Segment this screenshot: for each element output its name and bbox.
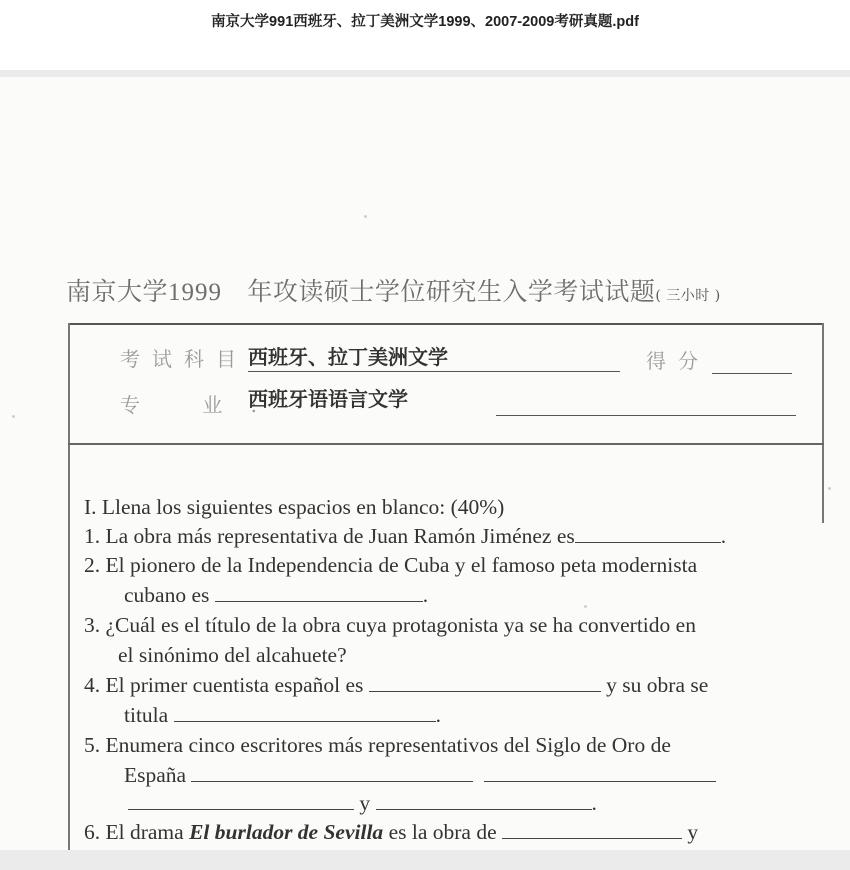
form-divider [68, 443, 824, 445]
document-title: 南京大学991西班牙、拉丁美洲文学1999、2007-2009考研真题.pdf [211, 14, 639, 30]
question-1-text: 1. La obra más representativa de Juan Ramón Jiménez es [84, 524, 575, 548]
question-5-text: España [124, 763, 187, 787]
exam-year: 1999 [168, 279, 223, 306]
exam-duration: ( 三小时 ) [655, 288, 721, 304]
form-border-right [822, 323, 824, 523]
question-6-text-2: es la obra de [388, 820, 497, 844]
answer-blank [215, 583, 423, 602]
question-4-text-2: titula [124, 703, 169, 727]
viewer-title-bar [0, 0, 850, 70]
question-5-line-1: 5. Enumera cinco escritores más representativos del Siglo de Oro de [84, 733, 671, 757]
question-4-line-1 [84, 673, 708, 698]
subject-label: 考试科目 [120, 347, 248, 371]
score-underline [712, 373, 792, 374]
major-value: 西班牙语语言文学 [248, 387, 408, 411]
answer-blank [174, 703, 436, 722]
scan-speck [12, 415, 15, 418]
answer-blank [369, 673, 601, 692]
section-instruction: I. Llena los siguientes espacios en blanco: (40%) [84, 495, 505, 519]
question-5-line-3: y . [128, 791, 597, 816]
question-6 [84, 820, 698, 845]
scan-speck [584, 605, 587, 608]
question-3-line-1: 3. ¿Cuál es el título de la obra cuya protagonista ya se ha convertido en [84, 613, 696, 637]
question-6-tail: y [687, 820, 699, 844]
answer-blank [376, 791, 592, 810]
form-border-top [68, 323, 824, 325]
pdf-page[interactable] [0, 77, 850, 850]
viewer-bottom-bar [0, 850, 850, 870]
question-6-title: El burlador de Sevilla [189, 820, 384, 844]
question-4-text: 4. El primer cuentista español es [84, 673, 364, 697]
question-6-text: 6. El drama [84, 820, 184, 844]
major-label: 专 业: [120, 393, 286, 417]
question-4-line-2: titula . [124, 703, 441, 727]
scan-speck [828, 487, 831, 490]
question-2-line-2: cubano es . [124, 583, 429, 607]
form-border-left [68, 323, 70, 850]
question-2-text: cubano es [124, 583, 210, 607]
major-underline [496, 415, 796, 416]
title-separator [0, 70, 850, 77]
exam-heading [66, 272, 846, 308]
answer-blank [502, 820, 682, 839]
question-5-line-2 [124, 763, 716, 788]
subject-underline [248, 371, 620, 372]
question-3-line-2: el sinónimo del alcahuete? [118, 643, 347, 667]
answer-blank [191, 763, 473, 782]
subject-value: 西班牙、拉丁美洲文学 [248, 345, 448, 369]
answer-blank [575, 524, 721, 543]
question-5-conjunction: y [359, 791, 371, 815]
answer-blank [484, 763, 716, 782]
question-2-line-1: 2. El pionero de la Independencia de Cuba y el famoso peta modernista [84, 553, 698, 577]
question-1: 1. La obra más representativa de Juan Ramón Jiménez es . [84, 524, 727, 548]
university-name: 南京大学 [66, 277, 169, 306]
answer-blank [128, 791, 354, 810]
exam-heading-text: 年攻读硕士学位研究生入学考试试题 [247, 277, 656, 306]
scan-speck [364, 215, 367, 218]
score-label: 得分 [646, 349, 710, 373]
question-4-tail: y su obra se [606, 673, 709, 697]
